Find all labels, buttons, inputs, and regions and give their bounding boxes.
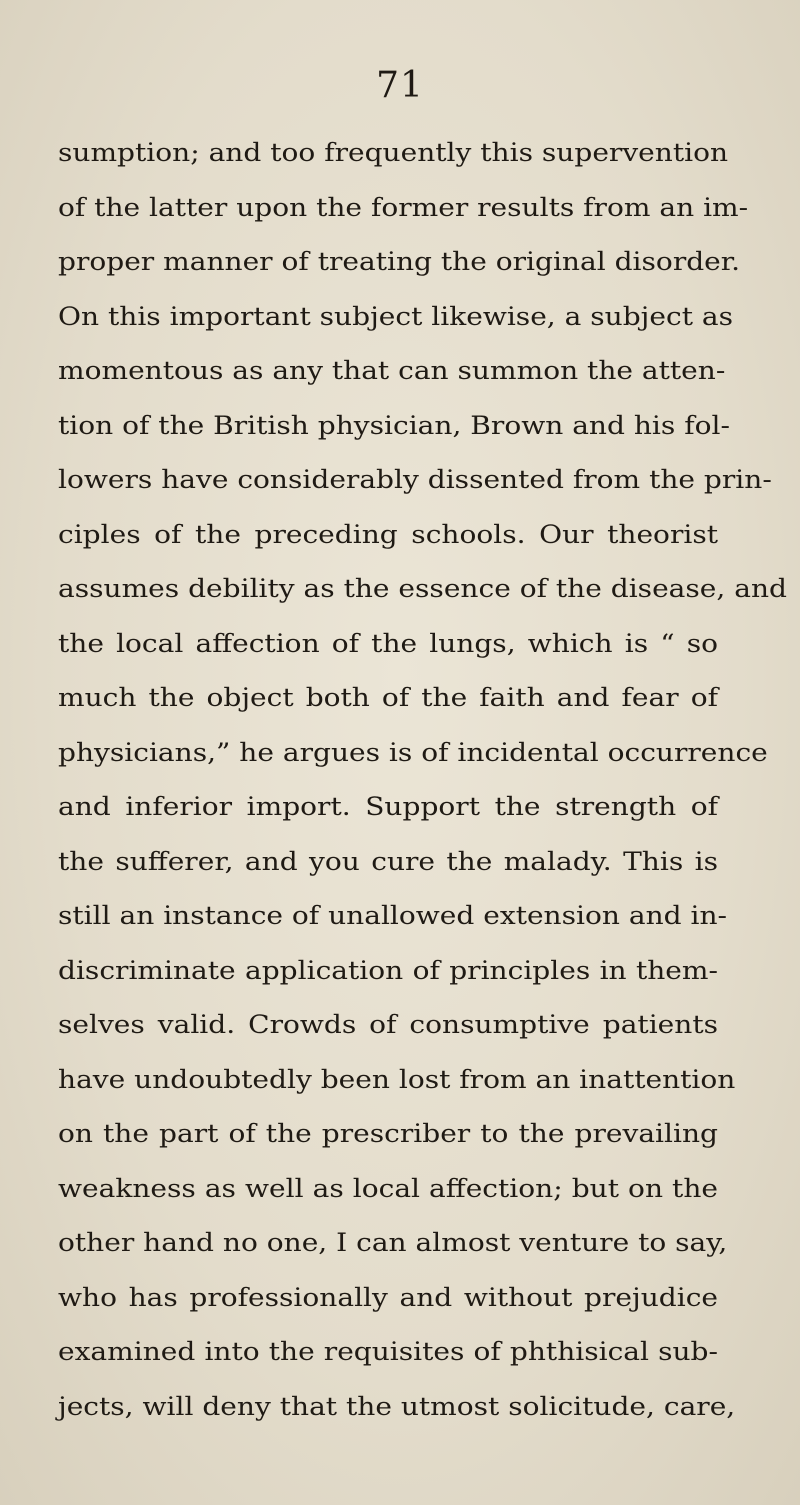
text-line: examined into the requisites of phthisical sub- <box>58 1337 718 1367</box>
text-line: the local affection of the lungs, which is “ so <box>58 628 718 659</box>
text-line: momentous as any that can summon the atten- <box>58 356 726 386</box>
text-line: still an instance of unallowed extension and in- <box>58 901 728 931</box>
text-line: selves valid. Crowds of consumptive patients <box>58 1010 718 1040</box>
text-line: who has professionally and without prejudice <box>58 1282 718 1313</box>
text-line: assumes debility as the essence of the disease, and <box>58 574 787 604</box>
text-line: the sufferer, and you cure the malady. This is <box>58 846 718 877</box>
text-line: lowers have considerably dissented from the prin- <box>58 465 772 495</box>
text-line: much the object both of the faith and fear of <box>58 683 718 713</box>
text-line: ciples of the preceding schools. Our theorist <box>58 519 718 550</box>
text-line: discriminate application of principles in them- <box>58 955 718 986</box>
page-number: 71 <box>376 65 424 106</box>
text-line: other hand no one, I can almost venture to say, <box>58 1228 728 1258</box>
text-line: of the latter upon the former results from an im- <box>58 192 749 223</box>
text-line: jects, will deny that the utmost solicitude, care, <box>58 1391 736 1422</box>
text-line: physicians,” he argues is of incidental occurrence <box>58 737 768 768</box>
text-line: sumption; and too frequently this supervention <box>58 138 729 168</box>
body-text <box>58 126 787 1434</box>
text-line: tion of the British physician, Brown and his fol- <box>58 410 730 441</box>
text-line: On this important subject likewise, a subject as <box>58 301 734 332</box>
text-line: weakness as well as local affection; but on the <box>58 1173 718 1204</box>
text-line: proper manner of treating the original disorder. <box>58 247 741 277</box>
text-line: on the part of the prescriber to the prevailing <box>58 1119 718 1149</box>
text-line: have undoubtedly been lost from an inattention <box>58 1064 736 1095</box>
text-line: and inferior import. Support the strength of <box>58 792 718 822</box>
